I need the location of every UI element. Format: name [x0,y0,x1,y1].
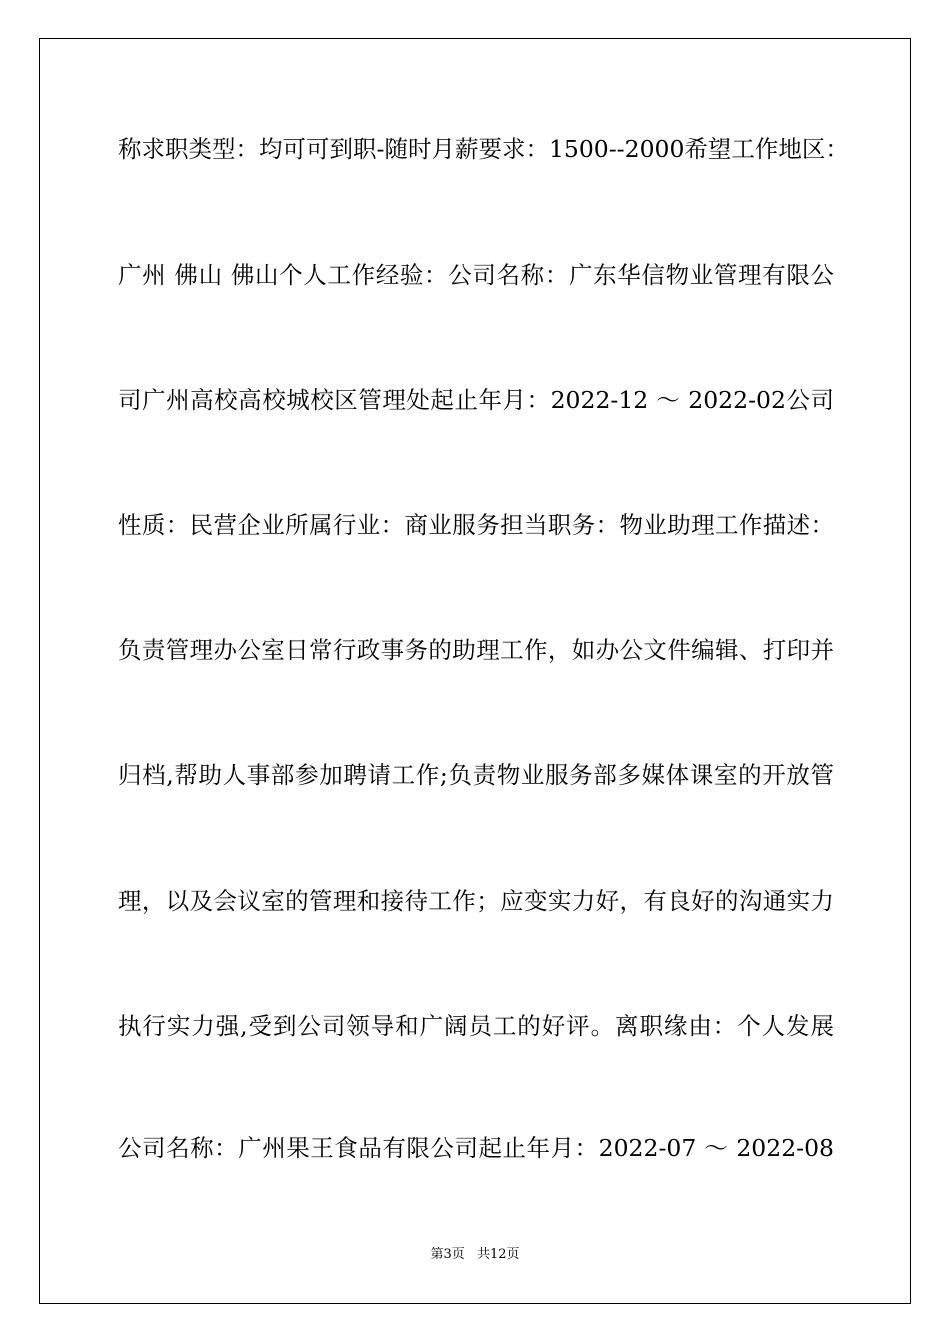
text-line: 公司名称：广州果王食品有限公司起止年月：2022-07 ～ 2022-08 [118,1134,834,1162]
text-line: 性质：民营企业所属行业：商业服务担当职务：物业助理工作描述： [118,511,834,539]
page-frame [39,38,911,1304]
page-total: 共12页 [476,1247,520,1262]
text-line: 负责管理办公室日常行政事务的助理工作，如办公文件编辑、打印并 [118,636,834,664]
text-line: 执行实力强,受到公司领导和广阔员工的好评。离职缘由：个人发展 [118,1012,834,1040]
text-line: 司广州高校高校城校区管理处起止年月：2022-12 ～ 2022-02公司 [118,386,834,414]
page-footer [0,1246,950,1264]
text-line: 理，以及会议室的管理和接待工作；应变实力好，有良好的沟通实力 [118,887,834,915]
text-line: 称求职类型：均可可到职-随时月薪要求：1500--2000希望工作地区： [118,135,849,163]
text-line: 广州 佛山 佛山个人工作经验：公司名称：广东华信物业管理有限公 [118,261,834,289]
page-number: 第3页 [430,1247,465,1262]
text-line: 归档,帮助人事部参加聘请工作;负责物业服务部多媒体课室的开放管 [118,761,834,789]
